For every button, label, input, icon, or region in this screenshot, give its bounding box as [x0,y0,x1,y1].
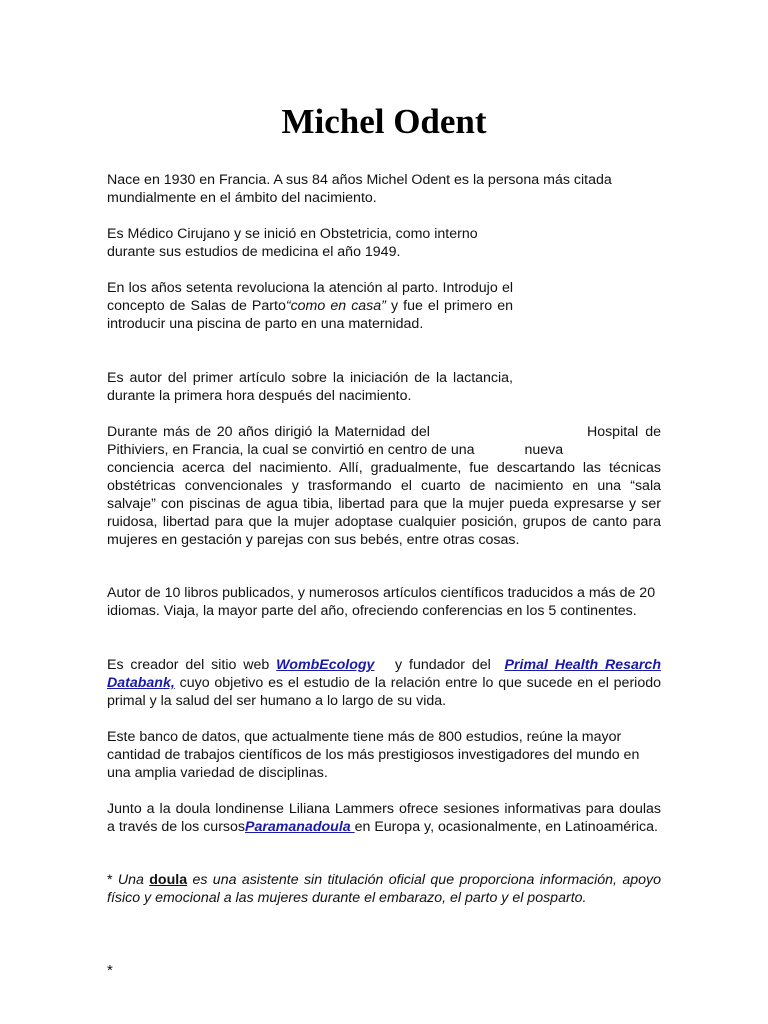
paragraph-wombecology: Es creador del sitio web WombEcology y fundador del Primal Health Resarch Databank, cuyo objetivo es el estudio de la relación entre lo que sucede en el periodo primal y la salud del ser humano a lo largo de su vida. [107,657,661,709]
paragraph-seventies: En los años setenta revoluciona la atención al parto. Introdujo el concepto de Salas de Parto“como en casa” y fue el primero en introducir una piscina de parto en una maternidad. [107,280,513,332]
paragraph-birth: Nace en 1930 en Francia. A sus 84 años Michel Odent es la persona más citada mundialmente en el ámbito del nacimiento. [107,172,612,206]
doula-term: doula [149,872,188,888]
paragraph-books: Autor de 10 libros publicados, y numerosos artículos científicos traducidos a más de 20 idiomas. Viaja, la mayor parte del año, ofreciendo conferencias en los 5 continentes. [107,585,656,619]
paragraph-lammers: Junto a la doula londinense Liliana Lammers ofrece sesiones informativas para doulas a través de los cursosParamanadoula en Europa y, ocasionalmente, en Latinoamérica. [107,801,661,835]
paragraph-pithiviers [107,423,661,549]
page-title: Michel Odent [281,102,487,141]
paramanadoula-link[interactable]: Paramanadoula [245,819,355,835]
footer-asterisk: * [107,962,113,979]
wombecology-link[interactable]: WombEcology [276,657,375,673]
primal-health-databank-link[interactable]: Primal Health Resarch Databank, [107,657,661,691]
pithiviers-line-2: Pithiviers, en Francia, la cual se convirtió en centro de una nueva [107,442,564,458]
pithiviers-rest: conciencia acerca del nacimiento. Allí, gradualmente, fue descartando las técnicas obstétricas convencionales y trasformando el cuarto de nacimiento en una “sala salvaje” con piscinas de agua tibia, libertad para que la mujer pueda expresarse y ser ruidosa, libertad para que la mujer adoptase cualquier posición, grupos de canto para mujeres en gestación y parejas con sus bebés, entre otras cosas. [107,460,661,548]
doula-footnote: * Una doula es una asistente sin titulación oficial que proporciona información, apoyo físico y emocional a las mujeres durante el embarazo, el parto y el posparto. [107,872,662,906]
paragraph-databank: Este banco de datos, que actualmente tiene más de 800 estudios, reúne la mayor cantidad de trabajos científicos de los más prestigiosos investigadores del mundo en una amplia variedad de disciplinas. [107,729,640,781]
paragraph-lactation: Es autor del primer artículo sobre la iniciación de la lactancia, durante la primera hora después del nacimiento. [107,370,513,404]
paragraph-medic: Es Médico Cirujano y se inició en Obstetricia, como interno durante sus estudios de medicina el año 1949. [107,226,478,260]
pithiviers-line-1: Durante más de 20 años dirigió la Maternidad del Hospital de [107,424,661,440]
